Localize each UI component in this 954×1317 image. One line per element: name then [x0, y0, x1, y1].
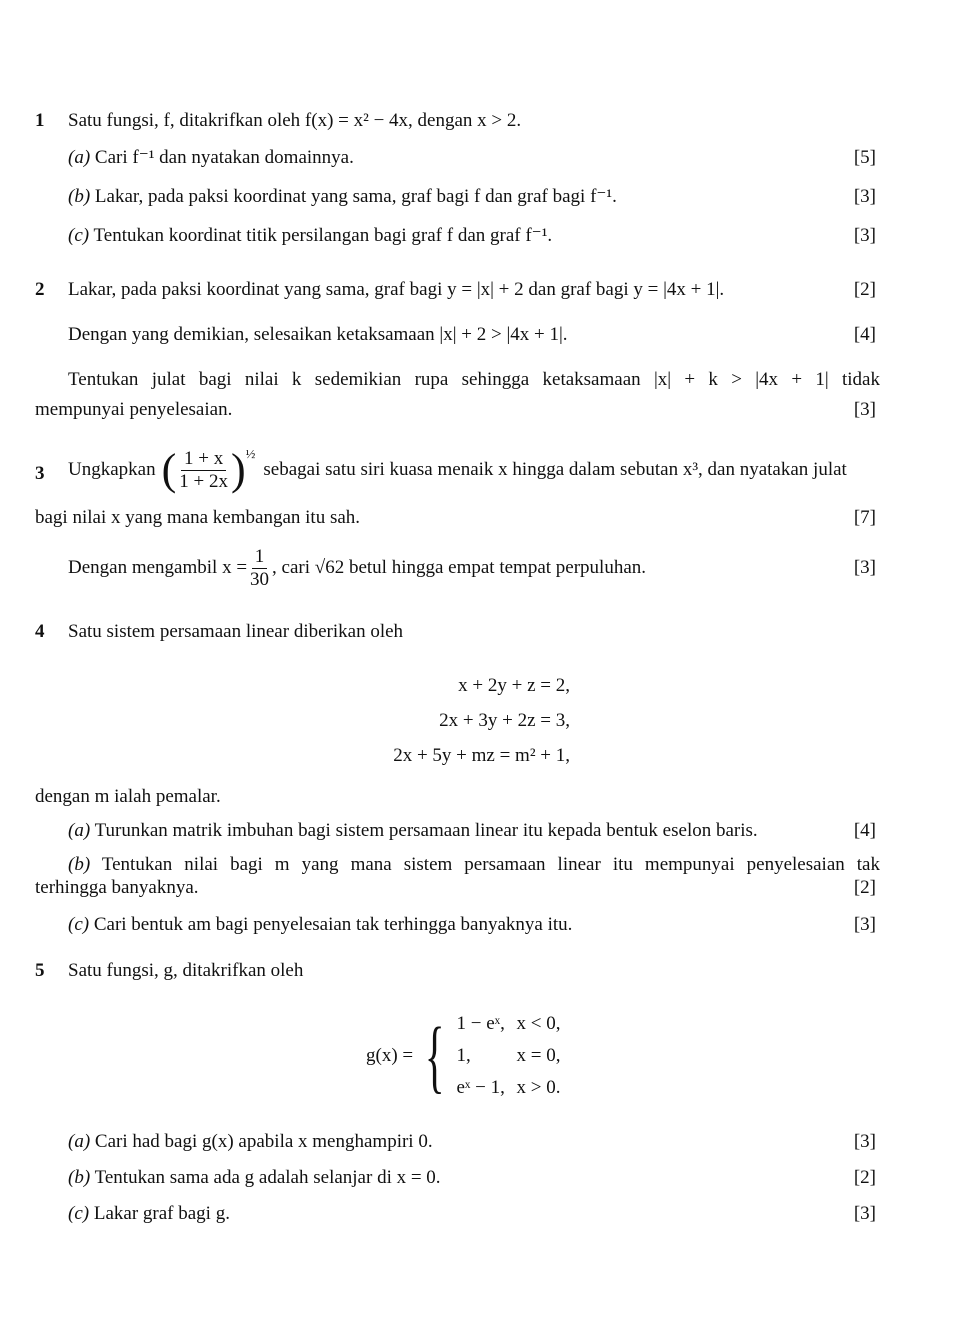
marks: [2]	[853, 1167, 876, 1188]
equation: 2x + 3y + 2z = 3,	[439, 710, 570, 731]
question-text: Satu fungsi, g, ditakrifkan oleh	[68, 960, 304, 981]
question-text: dengan m ialah pemalar.	[35, 786, 221, 807]
question-text: Dengan mengambil x = $\frac{1}{30}$ , cari √62 betul hingga empat tempat perpuluhan.	[68, 545, 647, 590]
part-text: (a) Cari f⁻¹ dan nyatakan domainnya.	[68, 147, 354, 168]
piecewise-function	[366, 1008, 596, 1104]
equation-system	[380, 668, 570, 773]
question-text: Satu sistem persamaan linear diberikan oleh	[68, 621, 404, 642]
marks: [5]	[853, 147, 876, 168]
marks: [3]	[853, 225, 876, 246]
marks: [3]	[853, 557, 876, 578]
question-number: 3	[35, 463, 45, 484]
equation: 2x + 5y + mz = m² + 1,	[393, 745, 570, 766]
marks: [7]	[853, 507, 876, 528]
marks: [2]	[853, 877, 876, 898]
marks: [3]	[853, 399, 876, 420]
question-text: Satu fungsi, f, ditakrifkan oleh f(x) = x² − 4x, dengan x > 2.	[68, 110, 522, 131]
part-text: (c) Tentukan koordinat titik persilangan bagi graf f dan graf f⁻¹.	[68, 225, 553, 246]
fraction: $\frac{1 + x}{1 + 2x}$	[179, 447, 228, 492]
marks: [3]	[853, 186, 876, 207]
case-cond: x > 0.	[516, 1077, 561, 1098]
question-number: 2	[35, 279, 45, 300]
case-cond: x < 0,	[516, 1013, 561, 1034]
marks: [4]	[853, 324, 876, 345]
question-text: Dengan yang demikian, selesaikan ketaksamaan |x| + 2 > |4x + 1|.	[68, 324, 568, 345]
case-expr: eˣ − 1,	[456, 1077, 505, 1098]
part-text: terhingga banyaknya.	[35, 877, 199, 898]
marks: [2]	[853, 279, 876, 300]
question-number: 5	[35, 960, 45, 981]
fraction: $\frac{1}{30}$	[250, 545, 270, 590]
part-text: (a) Turunkan matrik imbuhan bagi sistem persamaan linear itu kepada bentuk eselon baris.	[68, 820, 758, 841]
question-text: Ungkapkan ( $\frac{1 + x}{1 + 2x}$ ) $^{\frac{1}{2}}$ sebagai satu siri kuasa menaik x hingga dalam sebutan x³, dan nyatakan julat	[68, 445, 847, 494]
marks: [4]	[853, 820, 876, 841]
function-lhs: g(x) =	[366, 1045, 414, 1066]
question-text: bagi nilai x yang mana kembangan itu sah.	[35, 507, 361, 528]
question-number: 1	[35, 110, 45, 131]
question-3-line3	[0, 543, 954, 593]
question-3	[0, 440, 954, 500]
marks: [3]	[853, 1131, 876, 1152]
marks: [3]	[853, 914, 876, 935]
question-text: Tentukan julat bagi nilai k sedemikian rupa sehingga ketaksamaan |x| + k > |4x + 1| tidak	[68, 369, 880, 390]
part-text: (a) Cari had bagi g(x) apabila x menghampiri 0.	[68, 1131, 433, 1152]
case-expr: 1 − eˣ,	[456, 1013, 505, 1034]
question-text: Lakar, pada paksi koordinat yang sama, graf bagi y = |x| + 2 dan graf bagi y = |4x + 1|.	[68, 279, 725, 300]
case-expr: 1,	[456, 1045, 471, 1066]
case-cond: x = 0,	[516, 1045, 561, 1066]
marks: [3]	[853, 1203, 876, 1224]
part-text: (b) Tentukan nilai bagi m yang mana sistem persamaan linear itu mempunyai penyelesaian tak	[68, 854, 880, 875]
cases	[456, 1008, 596, 1104]
part-text: (c) Lakar graf bagi g.	[68, 1203, 230, 1224]
equation: x + 2y + z = 2,	[458, 675, 570, 696]
question-number: 4	[35, 621, 45, 642]
brace: {	[424, 1010, 445, 1101]
part-text: (b) Tentukan sama ada g adalah selanjar di x = 0.	[68, 1167, 441, 1188]
question-text: mempunyai penyelesaian.	[35, 399, 233, 420]
part-text: (b) Lakar, pada paksi koordinat yang sama, graf bagi f dan graf bagi f⁻¹.	[68, 186, 617, 207]
part-text: (c) Cari bentuk am bagi penyelesaian tak terhingga banyaknya itu.	[68, 914, 573, 935]
